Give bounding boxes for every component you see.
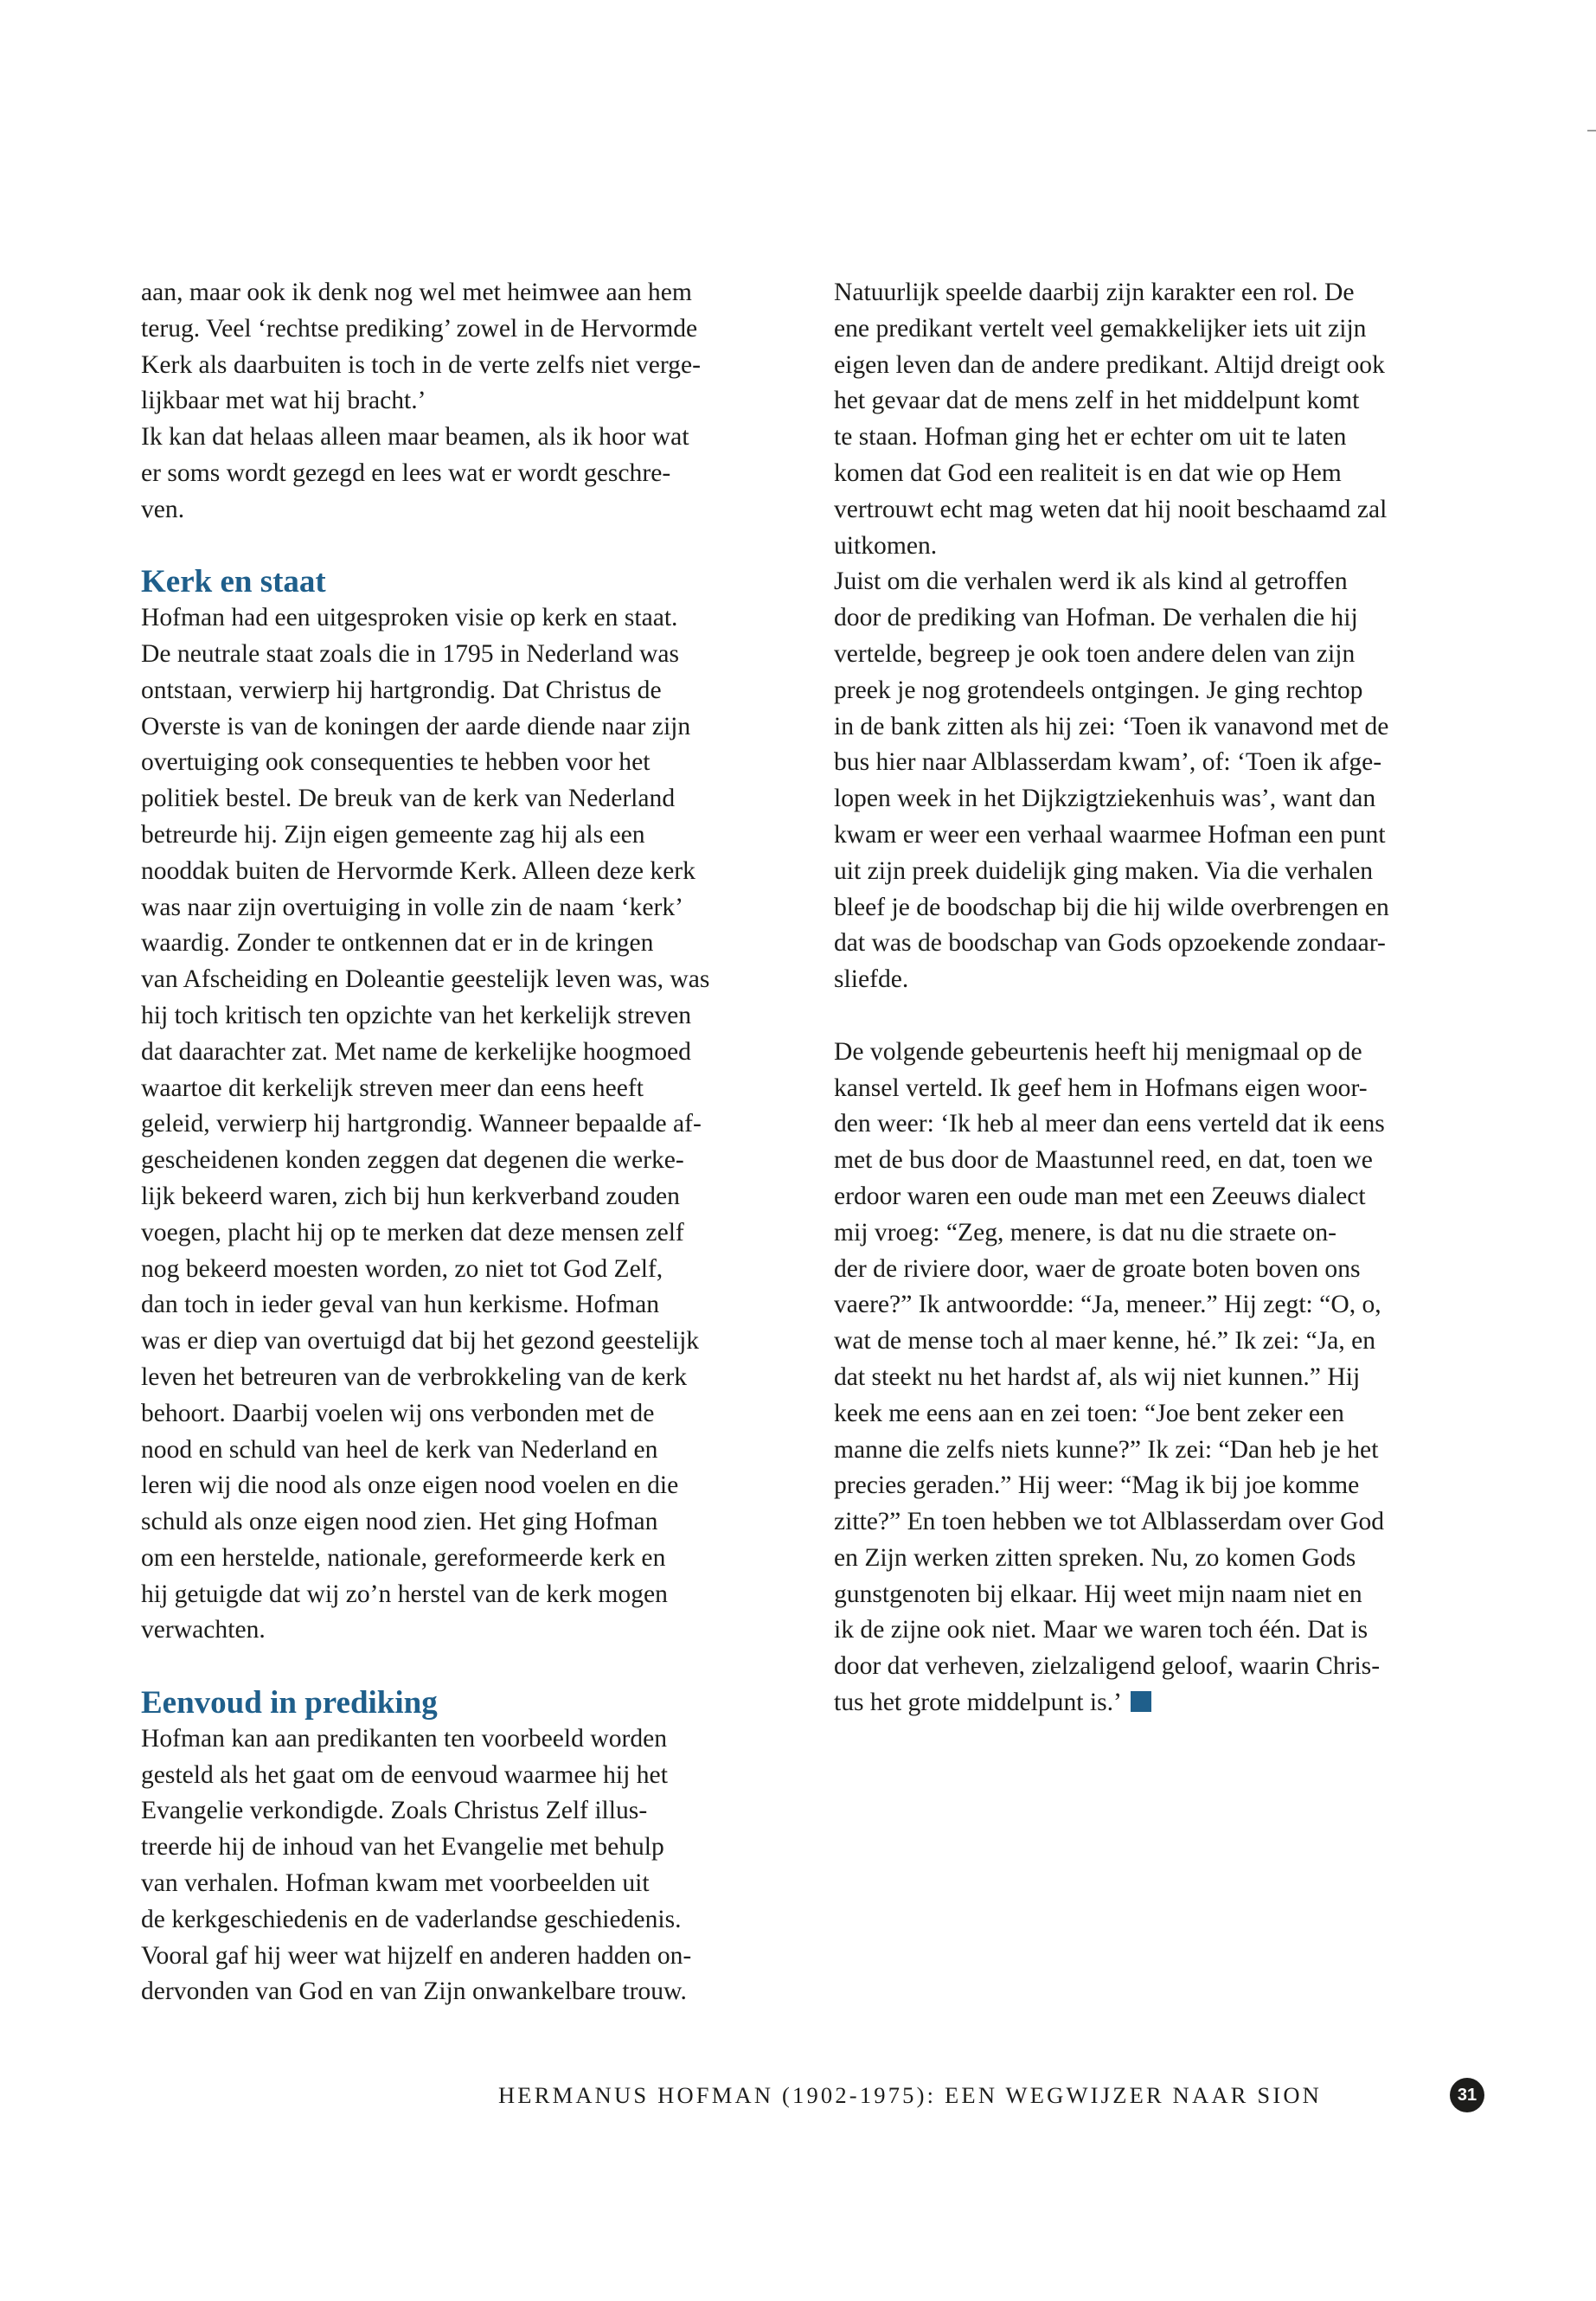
text-line: politiek bestel. De breuk van de kerk van Nederland <box>141 785 676 813</box>
karakter-paragraph <box>834 275 1487 564</box>
text-line: verwachten. <box>141 1616 266 1644</box>
text-line: gunstgenoten bij elkaar. Hij weet mijn naam niet en <box>834 1580 1362 1608</box>
text-line: nooddak buiten de Hervormde Kerk. Alleen deze kerk <box>141 856 695 885</box>
text-line: vertrouwt echt mag weten dat hij nooit beschaamd zal <box>834 495 1388 523</box>
text-line: ontstaan, verwierp hij hartgrondig. Dat Christus de <box>141 676 662 704</box>
text-line: uit zijn preek duidelijk ging maken. Via die verhalen <box>834 856 1374 885</box>
text-line: en Zijn werken zitten spreken. Nu, zo komen Gods <box>834 1543 1356 1572</box>
intro-paragraph <box>141 275 794 420</box>
text-line: was naar zijn overtuiging in volle zin de naam ‘kerk’ <box>141 893 684 921</box>
left-column <box>141 275 794 2010</box>
text-line: hij toch kritisch ten opzichte van het kerkelijk streven <box>141 1001 692 1029</box>
text-line: der de riviere door, waer de groate boten boven ons <box>834 1254 1361 1283</box>
text-line: aan, maar ook ik denk nog wel met heimwee aan hem <box>141 279 692 306</box>
text-line: vertelde, begreep je ook toen andere delen van zijn <box>834 639 1356 668</box>
intro-paragraph-2 <box>141 420 794 528</box>
text-line: Natuurlijk speelde daarbij zijn karakter een rol. De <box>834 279 1355 306</box>
text-line: van Afscheiding en Doleantie geestelijk leven was, was <box>141 965 710 994</box>
text-line: eigen leven dan de andere predikant. Altijd dreigt ook <box>834 350 1385 379</box>
text-line: gesteld als het gaat om de eenvoud waarmee hij het <box>141 1760 668 1789</box>
text-line: mij vroeg: “Zeg, menere, is dat nu die straete on- <box>834 1218 1336 1247</box>
right-column <box>834 275 1487 1721</box>
text-line: preek je nog grotendeels ontgingen. Je ging rechtop <box>834 676 1363 704</box>
text-line: Vooral gaf hij weer wat hijzelf en anderen hadden on- <box>141 1941 692 1970</box>
text-line: de kerkgeschiedenis en de vaderlandse geschiedenis. <box>141 1905 682 1933</box>
text-line: voegen, placht hij op te merken dat deze mensen zelf <box>141 1218 684 1247</box>
text-line: Kerk als daarbuiten is toch in de verte zelfs niet verge- <box>141 350 701 379</box>
text-line: behoort. Daarbij voelen wij ons verbonden met de <box>141 1399 655 1427</box>
text-line: manne die zelfs niets kunne?” Ik zei: “Dan heb je het <box>834 1435 1379 1464</box>
running-title: HERMANUS HOFMAN (1902-1975): EEN WEGWIJZER NAAR SION <box>497 2082 1323 2108</box>
text-line: nog bekeerd moesten worden, zo niet tot God Zelf, <box>141 1254 663 1283</box>
text-line: uitkomen. <box>834 531 938 560</box>
text-line: ven. <box>141 495 185 523</box>
section-heading-kerk-en-staat: Kerk en staat <box>141 564 326 600</box>
text-line: ene predikant vertelt veel gemakkelijker iets uit zijn <box>834 314 1367 343</box>
text-line: er soms wordt gezegd en lees wat er wordt geschre- <box>141 458 671 487</box>
text-line: door de prediking van Hofman. De verhalen die hij <box>834 604 1358 632</box>
text-line: door dat verheven, zielzaligend geloof, waarin Chris- <box>834 1652 1381 1681</box>
text-line: terug. Veel ‘rechtse prediking’ zowel in de Hervormde <box>141 314 698 343</box>
crop-mark <box>1587 130 1596 131</box>
text-line: dervonden van God en van Zijn onwankelbare trouw. <box>141 1977 687 2006</box>
text-line: lijk bekeerd waren, zich bij hun kerkverband zouden <box>141 1182 680 1210</box>
text-line: leven het betreuren van de verbrokkeling van de kerk <box>141 1362 688 1391</box>
text-line: den weer: ‘Ik heb al meer dan eens verteld dat ik eens <box>834 1110 1385 1138</box>
kerk-en-staat-paragraph <box>141 600 794 1649</box>
text-line: precies geraden.” Hij weer: “Mag ik bij joe komme <box>834 1471 1360 1500</box>
text-line: Juist om die verhalen werd ik als kind al getroffen <box>834 567 1348 596</box>
text-line: Overste is van de koningen der aarde diende naar zijn <box>141 712 691 740</box>
text-line: overtuiging ook consequenties te hebben voor het <box>141 748 651 777</box>
text-line: schuld als onze eigen nood zien. Het ging Hofman <box>141 1508 658 1536</box>
text-line: om een herstelde, nationale, gereformeerde kerk en <box>141 1543 666 1572</box>
text-line: Evangelie verkondigde. Zoals Christus Zelf illus- <box>141 1797 648 1825</box>
text-line: De neutrale staat zoals die in 1795 in Nederland was <box>141 639 680 668</box>
text-line: van verhalen. Hofman kwam met voorbeelden uit <box>141 1869 650 1898</box>
text-line: keek me eens aan en zei toen: “Joe bent zeker een <box>834 1399 1344 1427</box>
maastunnel-paragraph <box>834 1035 1487 1721</box>
text-line: te staan. Hofman ging het er echter om uit te laten <box>834 423 1347 452</box>
text-line: Hofman had een uitgesproken visie op kerk en staat. <box>141 604 678 632</box>
text-line: erdoor waren een oude man met een Zeeuws dialect <box>834 1182 1366 1210</box>
text-line: lijkbaar met wat hij bracht.’ <box>141 387 426 415</box>
text-line: met de bus door de Maastunnel reed, en dat, toen we <box>834 1146 1373 1175</box>
text-line: ik de zijne ook niet. Maar we waren toch één. Dat is <box>834 1616 1368 1644</box>
text-line: in de bank zitten als hij zei: ‘Toen ik vanavond met de <box>834 712 1389 740</box>
text-line: lopen week in het Dijkzigtziekenhuis was’, want dan <box>834 785 1376 813</box>
text-line: Ik kan dat helaas alleen maar beamen, als ik hoor wat <box>141 423 689 452</box>
text-line: dat steekt nu het hardst af, als wij niet kunnen.” Hij <box>834 1362 1361 1391</box>
text-line: waartoe dit kerkelijk streven meer dan eens heeft <box>141 1074 644 1102</box>
text-line: kansel verteld. Ik geef hem in Hofmans eigen woor- <box>834 1074 1368 1102</box>
verhalen-paragraph <box>834 564 1487 998</box>
text-line: leren wij die nood als onze eigen nood voelen en die <box>141 1471 679 1500</box>
text-line: was er diep van overtuigd dat bij het gezond geestelijk <box>141 1327 700 1356</box>
eenvoud-paragraph <box>141 1721 794 2010</box>
text-line: Hofman kan aan predikanten ten voorbeeld worden <box>141 1724 668 1753</box>
text-line: betreurde hij. Zijn eigen gemeente zag hij als een <box>141 820 645 849</box>
text-line: sliefde. <box>834 965 909 994</box>
page-number-badge: 31 <box>1450 2078 1484 2112</box>
text-line: nood en schuld van heel de kerk van Nederland en <box>141 1435 658 1464</box>
text-line: dat daarachter zat. Met name de kerkelijke hoogmoed <box>141 1037 691 1066</box>
text-line: kwam er weer een verhaal waarmee Hofman een punt <box>834 820 1386 849</box>
text-line: bleef je de boodschap bij die hij wilde overbrengen en <box>834 893 1389 921</box>
text-line: hij getuigde dat wij zo’n herstel van de kerk mogen <box>141 1580 668 1608</box>
text-line: gescheidenen konden zeggen dat degenen die werke- <box>141 1146 684 1175</box>
section-heading-eenvoud-in-prediking: Eenvoud in prediking <box>141 1685 438 1721</box>
text-line: bus hier naar Alblasserdam kwam’, of: ‘Toen ik afge- <box>834 748 1382 777</box>
text-line: vaere?” Ik antwoordde: “Ja, meneer.” Hij zegt: “O, o, <box>834 1291 1381 1319</box>
text-line: treerde hij de inhoud van het Evangelie met behulp <box>141 1833 664 1862</box>
text-line: het gevaar dat de mens zelf in het middelpunt komt <box>834 387 1360 415</box>
text-line: komen dat God een realiteit is en dat wie op Hem <box>834 458 1342 487</box>
end-of-article-square-icon <box>1131 1691 1151 1712</box>
text-line: dat was de boodschap van Gods opzoekende zondaar- <box>834 929 1386 958</box>
text-line: De volgende gebeurtenis heeft hij menigmaal op de <box>834 1037 1362 1066</box>
text-line: geleid, verwierp hij hartgrondig. Wanneer bepaalde af- <box>141 1110 702 1138</box>
text-line: tus het grote middelpunt is.’ <box>834 1689 1122 1717</box>
text-line: waardig. Zonder te ontkennen dat er in de kringen <box>141 929 654 958</box>
text-line: zitte?” En toen hebben we tot Alblasserdam over God <box>834 1508 1385 1536</box>
text-line: dan toch in ieder geval van hun kerkisme. Hofman <box>141 1291 660 1319</box>
text-line: wat de mense toch al maer kenne, hé.” Ik zei: “Ja, en <box>834 1327 1376 1356</box>
